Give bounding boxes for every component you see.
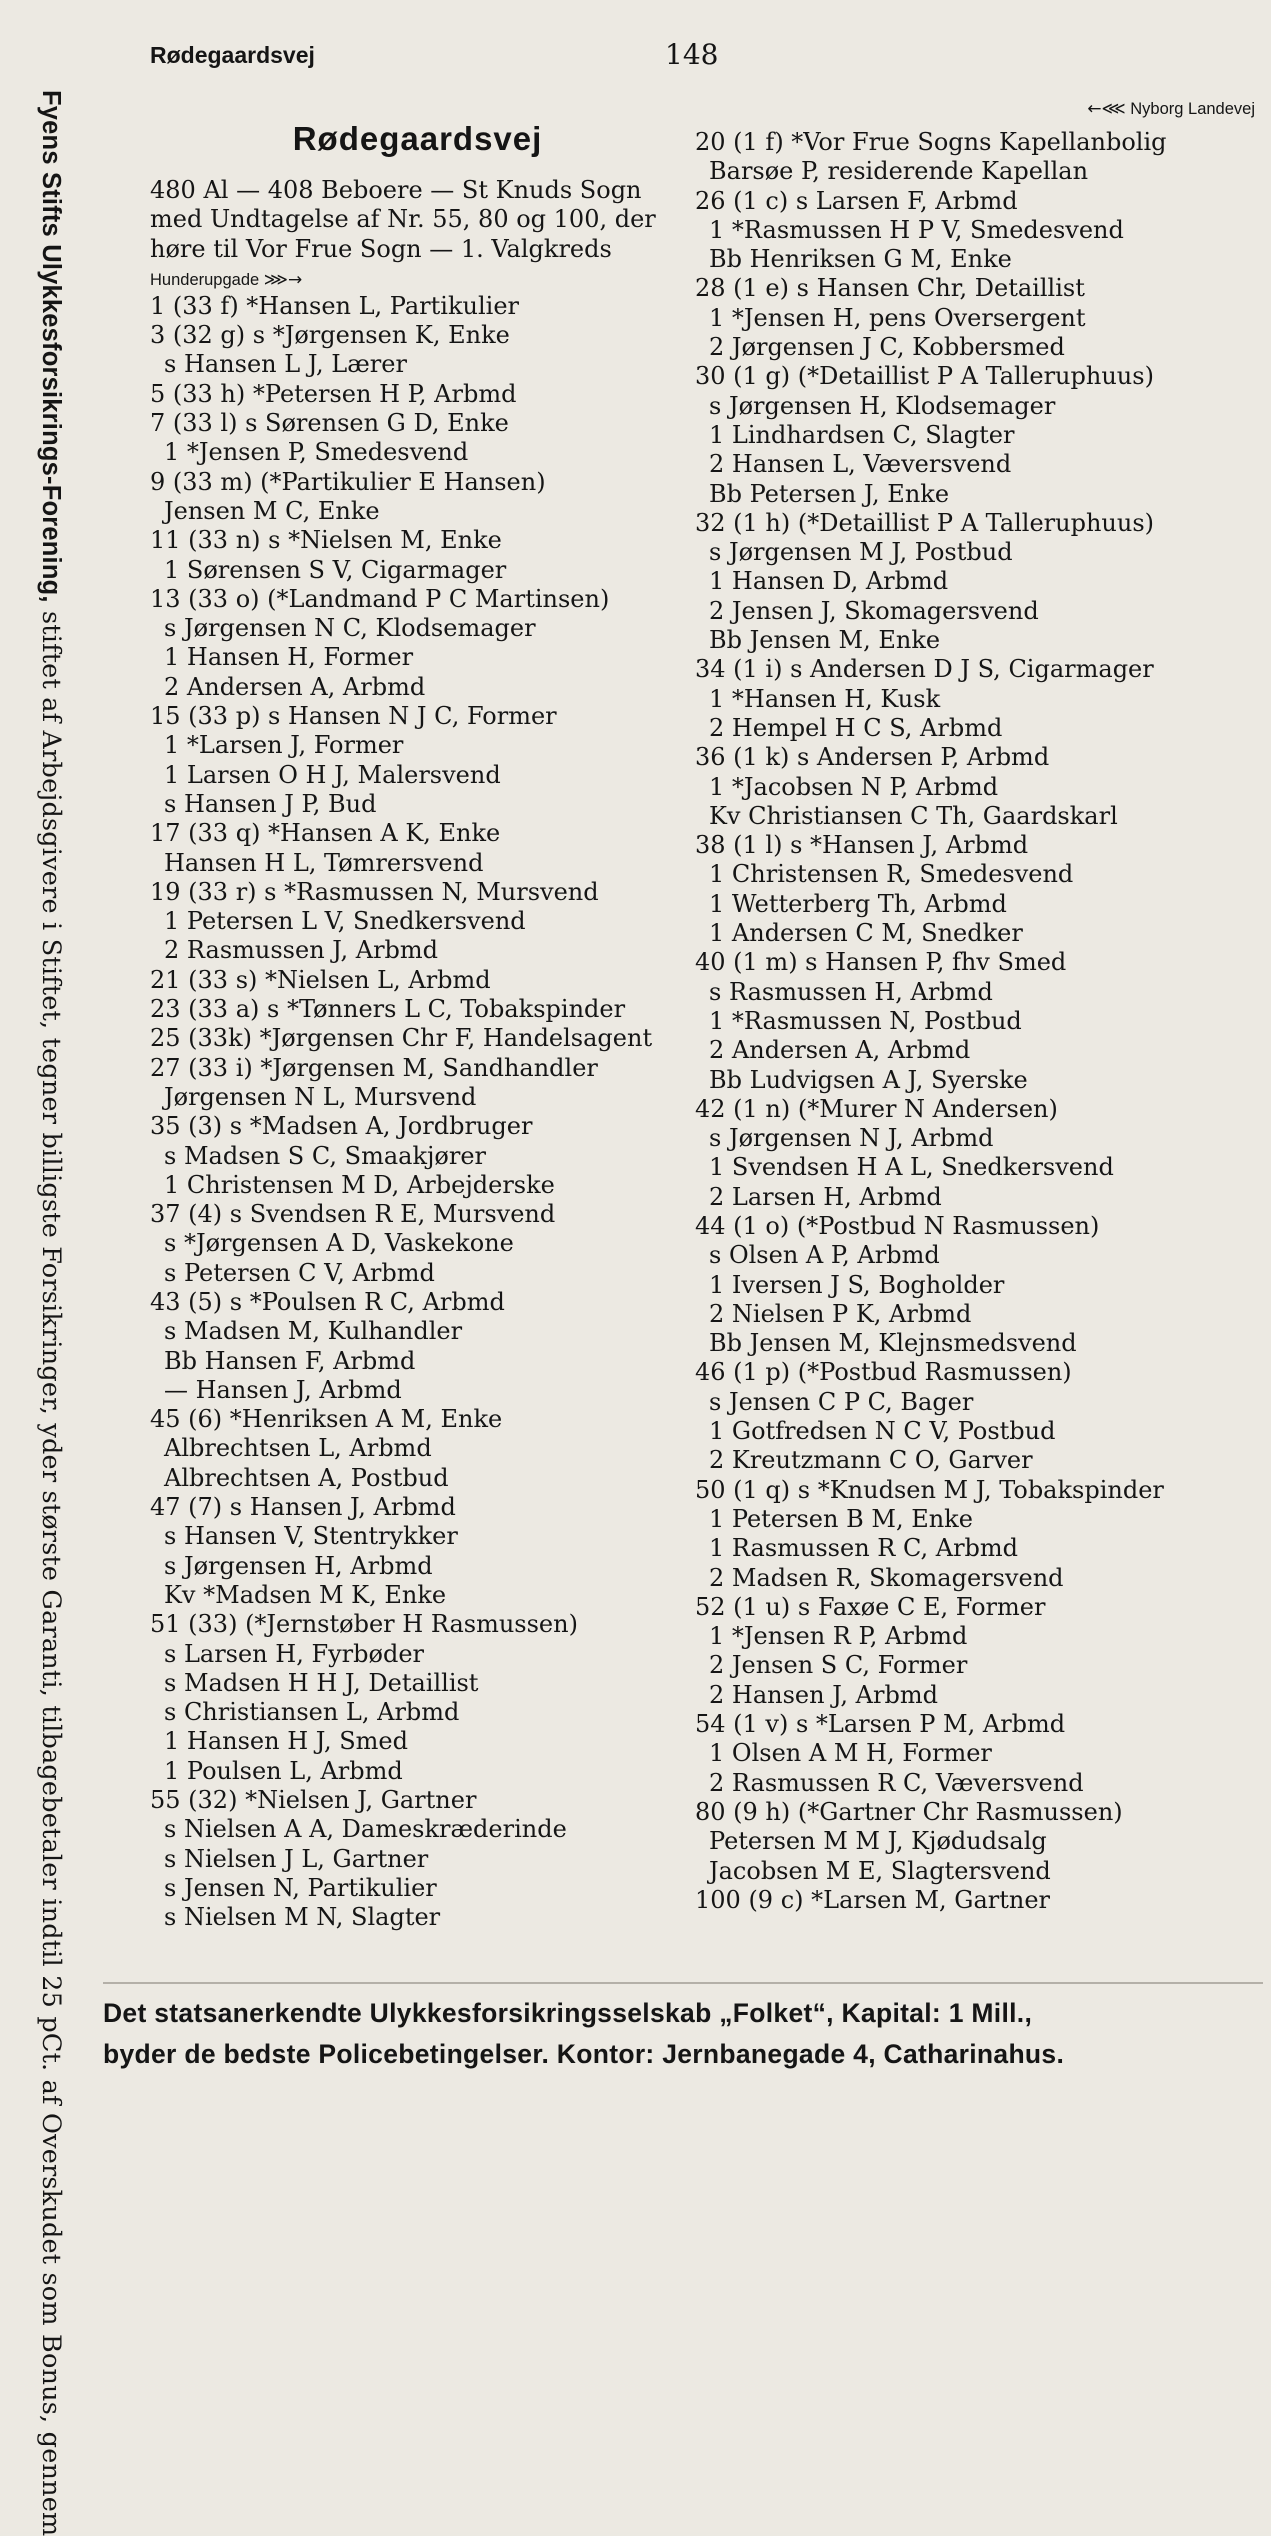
directory-entry: 2 Madsen R, Skomagersvend (709, 1563, 1064, 1592)
directory-entry: 1 *Jensen R P, Arbmd (709, 1622, 968, 1651)
side-advertisement-text (36, 90, 66, 2536)
direction-label: Nyborg Landevej (1130, 100, 1255, 118)
directory-entry: Bb Ludvigsen A J, Syerske (709, 1065, 1028, 1094)
running-head (150, 38, 1260, 82)
directory-entry: Jørgensen N L, Mursvend (164, 1082, 477, 1111)
bottom-ad-line: Det statsanerkendte Ulykkesforsikringsselskab „Folket“, Kapital: 1 Mill., (103, 1998, 1033, 2028)
directory-entry: 1 Christensen R, Smedesvend (709, 860, 1074, 889)
directory-entry: 1 Petersen L V, Snedkersvend (164, 907, 526, 936)
intro-line: med Undtagelse af Nr. 55, 80 og 100, der (150, 205, 656, 234)
directory-entry: s Jørgensen M J, Postbud (709, 538, 1013, 567)
directory-entry: 2 Nielsen P K, Arbmd (709, 1299, 972, 1328)
directory-entry: s Christiansen L, Arbmd (164, 1698, 460, 1727)
arrow-right-icon: ⋙→ (263, 269, 303, 290)
running-head-street: Rødegaardsvej (150, 42, 315, 68)
street-intro (150, 176, 685, 264)
directory-entry: 26 (1 c) s Larsen F, Arbmd (695, 186, 1018, 215)
directory-entry: Bb Petersen J, Enke (709, 479, 950, 508)
directory-entry: 55 (32) *Nielsen J, Gartner (150, 1786, 477, 1815)
directory-entry: Albrechtsen L, Arbmd (164, 1434, 432, 1463)
directory-entry: — Hansen J, Arbmd (164, 1375, 402, 1404)
directory-entry: 17 (33 q) *Hansen A K, Enke (150, 819, 501, 848)
directory-entry: 28 (1 e) s Hansen Chr, Detaillist (695, 274, 1085, 303)
street-title: Rødegaardsvej (292, 120, 543, 157)
directory-entry: Bb Jensen M, Klejnsmedsvend (709, 1329, 1077, 1358)
directory-entry: 37 (4) s Svendsen R E, Mursvend (150, 1200, 556, 1229)
directory-entry: 51 (33) (*Jernstøber H Rasmussen) (150, 1610, 578, 1639)
directory-entry: 1 Hansen D, Arbmd (709, 567, 949, 596)
directory-entry: Kv *Madsen M K, Enke (164, 1580, 447, 1609)
directory-entry: 1 Larsen O H J, Malersvend (164, 760, 501, 789)
directory-entry: 40 (1 m) s Hansen P, fhv Smed (695, 948, 1067, 977)
directory-entry: 1 *Jensen H, pens Oversergent (709, 303, 1086, 332)
directory-entry: Bb Hansen F, Arbmd (164, 1346, 416, 1375)
directory-entry: 2 Hempel H C S, Arbmd (709, 713, 1003, 742)
intro-line: 480 Al — 408 Beboere — St Knuds Sogn (150, 176, 642, 204)
directory-entry: 1 *Rasmussen N, Postbud (709, 1006, 1022, 1035)
directory-entry: 2 Hansen L, Væversvend (709, 450, 1012, 479)
directory-entry: s Madsen H H J, Detaillist (164, 1668, 479, 1697)
right-entry-list (695, 128, 1271, 1915)
directory-entry: 27 (33 i) *Jørgensen M, Sandhandler (150, 1053, 598, 1082)
direction-note-left (150, 268, 685, 292)
directory-entry: s Petersen C V, Arbmd (164, 1258, 435, 1287)
directory-entry: 38 (1 l) s *Hansen J, Arbmd (695, 831, 1029, 860)
side-advertisement (0, 90, 76, 2536)
directory-entry: Kv Christiansen C Th, Gaardskarl (709, 801, 1118, 830)
directory-entry: 1 *Jensen P, Smedesvend (164, 438, 469, 467)
directory-entry: 2 Larsen H, Arbmd (709, 1182, 942, 1211)
directory-entry: 54 (1 v) s *Larsen P M, Arbmd (695, 1710, 1066, 1739)
directory-entry: 2 Jensen S C, Former (709, 1651, 968, 1680)
directory-entry: Bb Henriksen G M, Enke (709, 245, 1012, 274)
directory-entry: 2 Kreutzmann C O, Garver (709, 1446, 1033, 1475)
directory-entry: 43 (5) s *Poulsen R C, Arbmd (150, 1287, 505, 1316)
directory-entry: 2 Rasmussen J, Arbmd (164, 936, 439, 965)
directory-entry: 52 (1 u) s Faxøe C E, Former (695, 1592, 1046, 1621)
directory-entry: 1 Petersen B M, Enke (709, 1504, 973, 1533)
directory-entry: s *Jørgensen A D, Vaskekone (164, 1229, 514, 1258)
directory-entry: 1 Hansen H, Former (164, 643, 414, 672)
directory-entry: 1 (33 f) *Hansen L, Partikulier (150, 291, 519, 320)
side-ad-brand: Fyens Stifts Ulykkesforsikrings-Forening, (37, 90, 65, 603)
directory-entry: s Madsen S C, Smaakjører (164, 1141, 487, 1170)
directory-entry: Barsøe P, residerende Kapellan (709, 157, 1089, 186)
directory-entry: 2 Hansen J, Arbmd (709, 1680, 938, 1709)
directory-entry: s Rasmussen H, Arbmd (709, 977, 993, 1006)
directory-entry: Albrechtsen A, Postbud (164, 1463, 449, 1492)
directory-entry: 47 (7) s Hansen J, Arbmd (150, 1493, 456, 1522)
directory-entry: s Nielsen M N, Slagter (164, 1903, 441, 1932)
directory-entry: s Jørgensen H, Arbmd (164, 1551, 433, 1580)
directory-entry: 3 (32 g) s *Jørgensen K, Enke (150, 321, 510, 350)
directory-entry: 1 Sørensen S V, Cigarmager (164, 555, 507, 584)
directory-entry: 13 (33 o) (*Landmand P C Martinsen) (150, 584, 610, 613)
directory-entry: 100 (9 c) *Larsen M, Gartner (695, 1885, 1051, 1914)
directory-entry: 1 Rasmussen R C, Arbmd (709, 1534, 1019, 1563)
direction-note-right (695, 92, 1271, 128)
directory-entry: 35 (3) s *Madsen A, Jordbruger (150, 1112, 533, 1141)
directory-entry: 1 *Larsen J, Former (164, 731, 404, 760)
directory-entry: Jensen M C, Enke (164, 496, 380, 525)
directory-entry: Bb Jensen M, Enke (709, 626, 941, 655)
directory-entry: 11 (33 n) s *Nielsen M, Enke (150, 526, 502, 555)
directory-entry: s Larsen H, Fyrbøder (164, 1639, 424, 1668)
directory-entry: 42 (1 n) (*Murer N Andersen) (695, 1094, 1058, 1123)
directory-entry: s Jørgensen N J, Arbmd (709, 1124, 994, 1153)
divider (103, 1982, 1263, 1984)
directory-entry: s Nielsen A A, Dameskræderinde (164, 1815, 567, 1844)
intro-line: høre til Vor Frue Sogn — 1. Valgkreds (150, 234, 612, 263)
directory-entry: 1 *Rasmussen H P V, Smedesvend (709, 215, 1124, 244)
directory-entry: s Hansen J P, Bud (164, 789, 377, 818)
directory-entry: 80 (9 h) (*Gartner Chr Rasmussen) (695, 1797, 1123, 1826)
directory-entry: 1 Svendsen H A L, Snedkersvend (709, 1153, 1114, 1182)
directory-entry: 15 (33 p) s Hansen N J C, Former (150, 702, 557, 731)
directory-entry: 1 *Jacobsen N P, Arbmd (709, 772, 999, 801)
directory-entry: 34 (1 i) s Andersen D J S, Cigarmager (695, 655, 1154, 684)
directory-entry: s Hansen V, Stentrykker (164, 1522, 458, 1551)
left-column (150, 92, 685, 1933)
directory-entry: 44 (1 o) (*Postbud N Rasmussen) (695, 1211, 1100, 1240)
directory-entry: 2 Andersen A, Arbmd (164, 672, 426, 701)
directory-entry: 1 Gotfredsen N C V, Postbud (709, 1417, 1056, 1446)
directory-entry: 50 (1 q) s *Knudsen M J, Tobakspinder (695, 1475, 1164, 1504)
directory-entry: 1 Christensen M D, Arbejderske (164, 1170, 555, 1199)
directory-entry: Hansen H L, Tømrersvend (164, 848, 484, 877)
directory-entry: s Jørgensen H, Klodsemager (709, 391, 1056, 420)
directory-entry: 1 Olsen A M H, Former (709, 1739, 992, 1768)
left-entry-list (150, 292, 685, 1933)
bottom-advertisement (103, 1993, 1263, 2075)
directory-entry: 45 (6) *Henriksen A M, Enke (150, 1405, 503, 1434)
directory-entry: s Olsen A P, Arbmd (709, 1241, 940, 1270)
direction-label: Hunderupgade (150, 270, 260, 289)
directory-entry: 7 (33 l) s Sørensen G D, Enke (150, 409, 509, 438)
directory-entry: s Hansen L J, Lærer (164, 350, 407, 379)
directory-entry: 1 *Hansen H, Kusk (709, 684, 941, 713)
directory-entry: 1 Wetterberg Th, Arbmd (709, 889, 1007, 918)
directory-entry: 19 (33 r) s *Rasmussen N, Mursvend (150, 877, 599, 906)
directory-entry: 20 (1 f) *Vor Frue Sogns Kapellanbolig (695, 128, 1167, 156)
directory-entry: 2 Jensen J, Skomagersvend (709, 596, 1039, 625)
directory-entry: s Nielsen J L, Gartner (164, 1844, 429, 1873)
directory-entry: 30 (1 g) (*Detaillist P A Talleruphuus) (695, 362, 1154, 391)
directory-entry: 25 (33k) *Jørgensen Chr F, Handelsagent (150, 1024, 653, 1053)
directory-entry: 1 Hansen H J, Smed (164, 1727, 408, 1756)
directory-entry: Jacobsen M E, Slagtersvend (709, 1856, 1051, 1885)
directory-entry: 32 (1 h) (*Detaillist P A Talleruphuus) (695, 508, 1155, 537)
directory-entry: 2 Andersen A, Arbmd (709, 1036, 971, 1065)
directory-entry: s Jensen C P C, Bager (709, 1387, 974, 1416)
directory-entry: 9 (33 m) (*Partikulier E Hansen) (150, 467, 546, 496)
directory-entry: 1 Lindhardsen C, Slagter (709, 420, 1015, 449)
directory-entry: 2 Rasmussen R C, Væversvend (709, 1768, 1084, 1797)
directory-entry: s Jensen N, Partikulier (164, 1873, 437, 1902)
right-column (695, 92, 1271, 1915)
directory-entry: s Jørgensen N C, Klodsemager (164, 614, 536, 643)
directory-entry: 2 Jørgensen J C, Kobbersmed (709, 333, 1065, 362)
directory-entry: 46 (1 p) (*Postbud Rasmussen) (695, 1358, 1072, 1387)
directory-entry: 1 Iversen J S, Bogholder (709, 1270, 1005, 1299)
arrow-left-icon: ←⋘ (1087, 99, 1126, 119)
directory-entry: 36 (1 k) s Andersen P, Arbmd (695, 743, 1050, 772)
page-number: 148 (665, 38, 719, 71)
directory-entry: Petersen M M J, Kjødudsalg (709, 1827, 1047, 1856)
directory-entry: 23 (33 a) s *Tønners L C, Tobakspinder (150, 995, 626, 1024)
directory-entry: 21 (33 s) *Nielsen L, Arbmd (150, 965, 491, 994)
directory-entry: 1 Poulsen L, Arbmd (164, 1756, 403, 1785)
bottom-ad-line: byder de bedste Policebetingelser. Kontor: Jernbanegade 4, Catharinahus. (103, 2039, 1065, 2069)
directory-entry: 1 Andersen C M, Snedker (709, 919, 1023, 948)
side-ad-body: stiftet af Arbejdsgivere i Stiftet, tegner billigste Forsikringer, yder største Garanti, tilbagebetaler indtil 25 pCt. af Overskudet som Bonus, gennem (36, 610, 66, 2536)
directory-entry: s Madsen M, Kulhandler (164, 1317, 463, 1346)
directory-entry: 5 (33 h) *Petersen H P, Arbmd (150, 379, 517, 408)
